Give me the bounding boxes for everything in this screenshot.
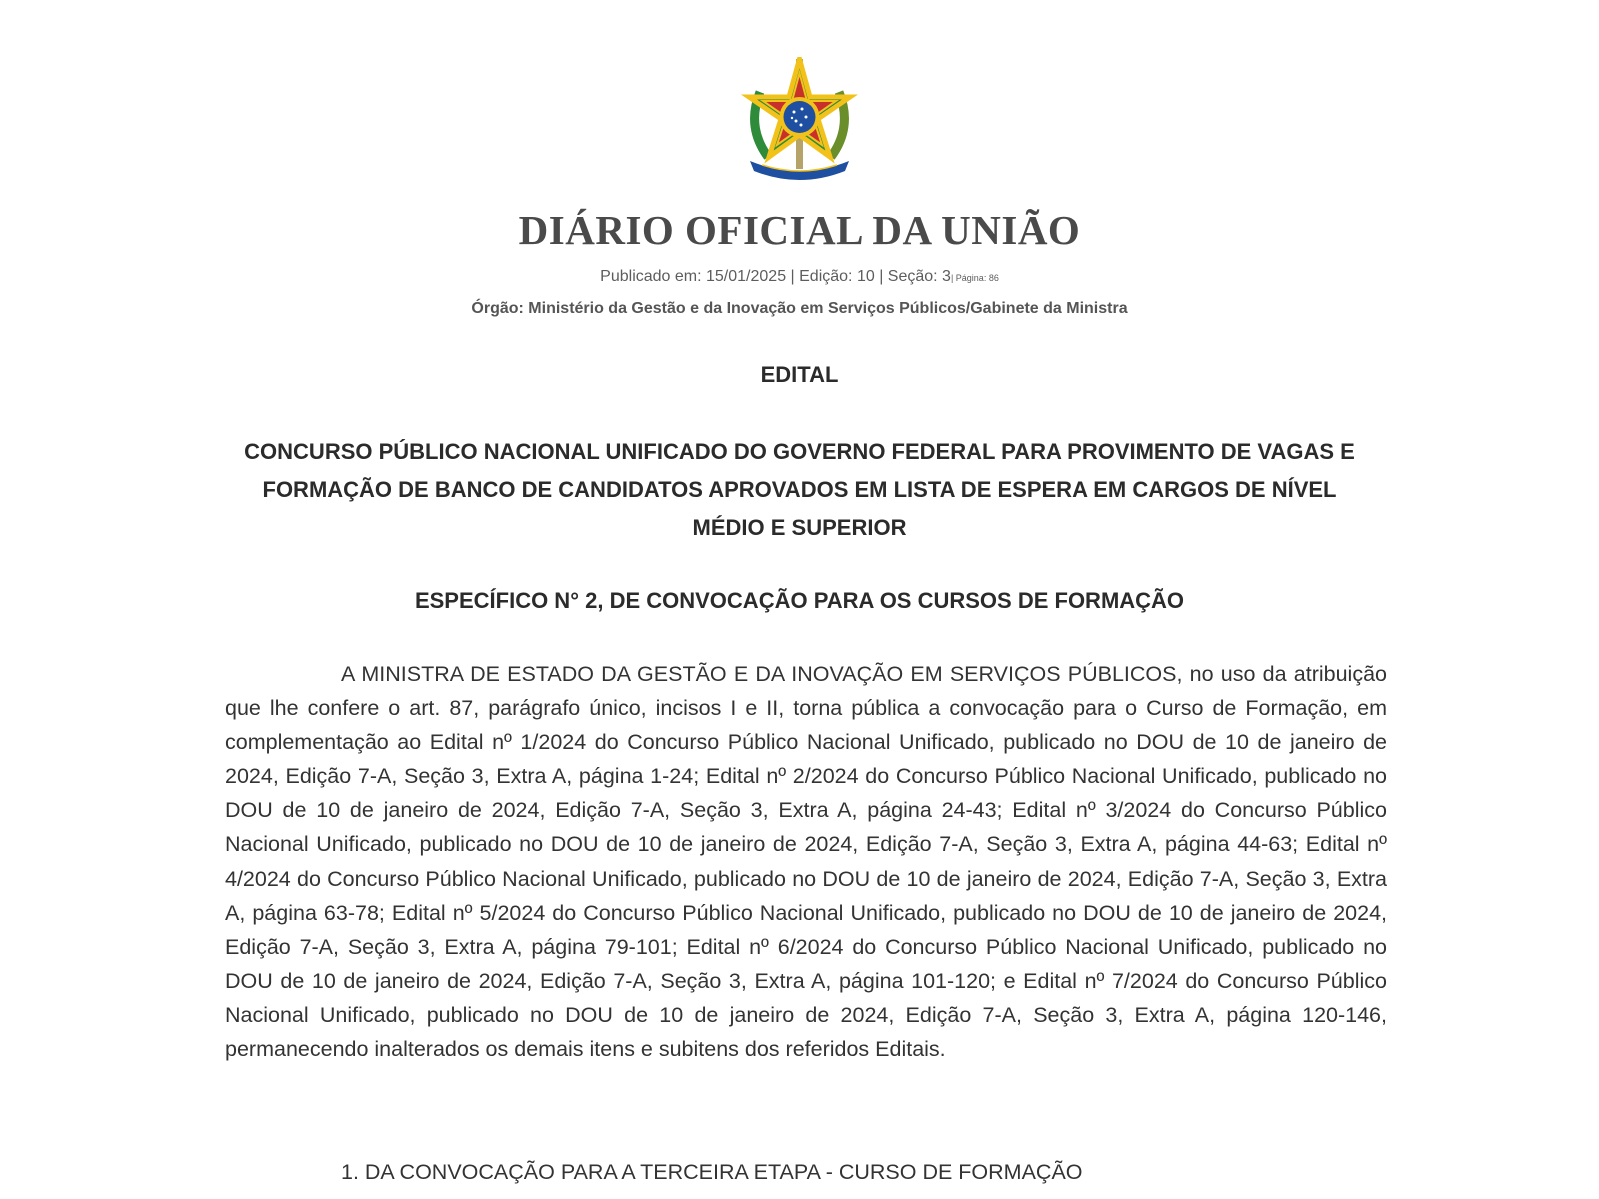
body-paragraph-text: A MINISTRA DE ESTADO DA GESTÃO E DA INOVAÇÃO EM SERVIÇOS PÚBLICOS, no uso da atribuição que lhe confere o art. 87, parágrafo único, incisos I e II, torna pública a convocação para o Curso de Formação, em complementação ao Edital nº 1/2024 do Concurso Público Nacional Unificado, publicado no DOU de 10 de janeiro de 2024, Edição 7-A, Seção 3, Extra A, página 1-24; Edital nº 2/2024 do Concurso Público Nacional Unificado, publicado no DOU de 10 de janeiro de 2024, Edição 7-A, Seção 3, Extra A, página 24-43; Edital nº 3/2024 do Concurso Público Nacional Unificado, publicado no DOU de 10 de janeiro de 2024, Edição 7-A, Seção 3, Extra A, página 44-63; Edital nº 4/2024 do Concurso Público Nacional Unificado, publicado no DOU de 10 de janeiro de 2024, Edição 7-A, Seção 3, Extra A, página 63-78; Edital nº 5/2024 do Concurso Público Nacional Unificado, publicado no DOU de 10 de janeiro de 2024, Edição 7-A, Seção 3, Extra A, página 79-101; Edital nº 6/2024 do Concurso Público Nacional Unificado, publicado no DOU de 10 de janeiro de 2024, Edição 7-A, Seção 3, Extra A, página 101-120; e Edital nº 7/2024 do Concurso Público Nacional Unificado, publicado no DOU de 10 de janeiro de 2024, Edição 7-A, Seção 3, Extra A, página 120-146, permanecendo inalterados os demais itens e subitens dos referidos Editais. bbox=[225, 662, 1387, 1062]
brazil-coat-of-arms-icon bbox=[738, 57, 861, 183]
page-number: | Página: 86 bbox=[950, 273, 999, 283]
issuing-agency: Órgão: Ministério da Gestão e da Inovação em Serviços Públicos/Gabinete da Ministra bbox=[471, 300, 1128, 317]
document-type-title: EDITAL bbox=[760, 362, 839, 387]
body-paragraph bbox=[225, 657, 1387, 1066]
section-heading-item-1: 1. DA CONVOCAÇÃO PARA A TERCEIRA ETAPA - CURSO DE FORMAÇÃO bbox=[341, 1160, 1083, 1184]
especifico-title: ESPECÍFICO N° 2, DE CONVOCAÇÃO PARA OS CURSOS DE FORMAÇÃO bbox=[414, 588, 1185, 613]
publication-details: Publicado em: 15/01/2025 | Edição: 10 | Seção: 3 bbox=[600, 268, 951, 285]
publication-info bbox=[0, 268, 1599, 286]
masthead-title: DIÁRIO OFICIAL DA UNIÃO bbox=[518, 207, 1081, 253]
concurso-title: CONCURSO PÚBLICO NACIONAL UNIFICADO DO GOVERNO FEDERAL PARA PROVIMENTO DE VAGAS E FORMAÇÃO DE BANCO DE CANDIDATOS APROVADOS EM LISTA DE ESPERA EM CARGOS DE NÍVEL MÉDIO E SUPERIOR bbox=[244, 439, 1355, 540]
